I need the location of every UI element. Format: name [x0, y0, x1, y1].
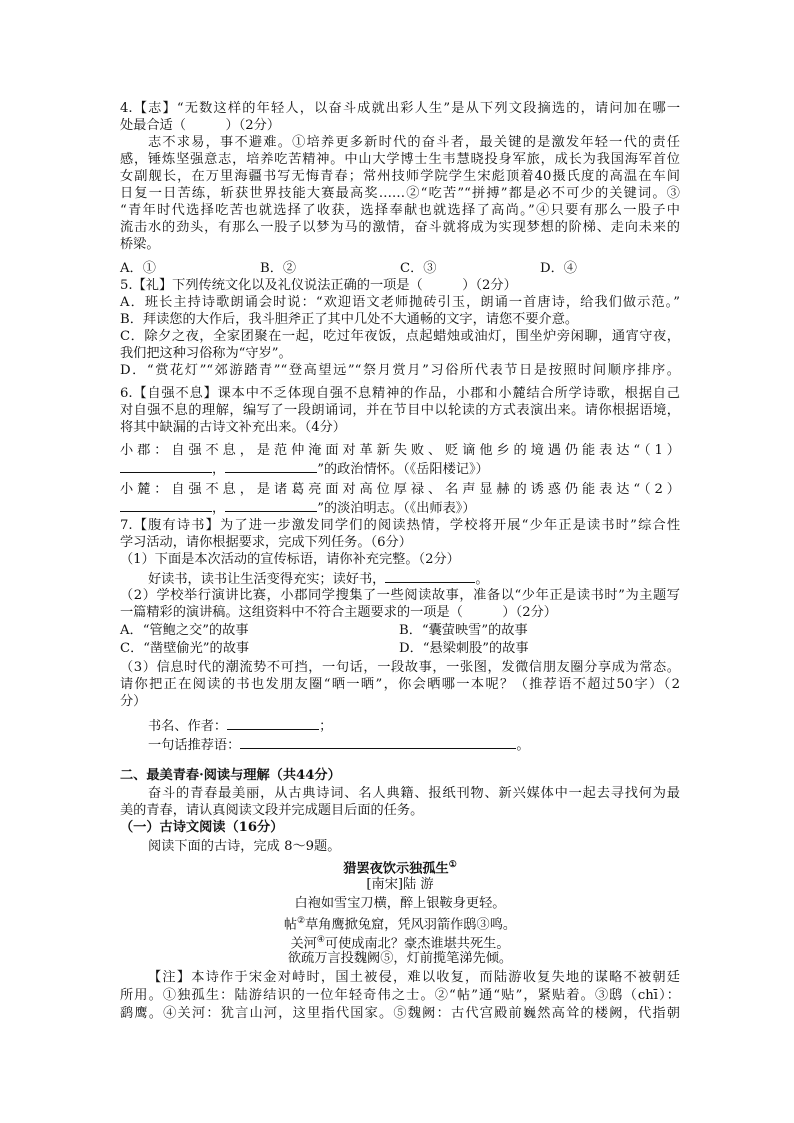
q4-passage-line5: “青年时代选择吃苦也就选择了收获，选择奉献也就选择了高尚。”④只要有那么一股子中 — [120, 203, 680, 218]
q5-option-c-line1[interactable]: C．除夕之夜，全家团聚在一起，吃过年夜饭，点起蜡烛或油灯，围坐炉旁闲聊，通宵守夜， — [120, 329, 680, 344]
q7-task3-line3: 分） — [120, 694, 147, 709]
q5-option-b[interactable]: B．拜读您的大作后，我斗胆斧正了其中几处不大通畅的文字，请您不要介意。 — [120, 312, 579, 327]
poem-line2: 帖②草角鹰掀兔窟，凭风羽箭作鸱③鸣。 — [283, 916, 517, 933]
q4-passage-line1: 志不求易，事不避难。①培养更多新时代的奋斗者，最关键的是激发年轻一代的责任 — [148, 135, 680, 150]
q6-stem-line3: 将其中缺漏的古诗文补充出来。（4分） — [120, 420, 346, 435]
q7-task2-line1: （2）学校举行演讲比赛，小郡同学搜集了一些阅读故事，准备以“少年正是读书时”为主题写 — [120, 588, 680, 603]
q4-option-d[interactable]: D．④ — [540, 261, 577, 276]
q5-option-a[interactable]: A．班长主持诗歌朗诵会时说：“欢迎语文老师抛砖引玉，朗诵一首唐诗，给我们做示范。” — [120, 295, 680, 310]
q7-task1: （1）下面是本次活动的宣传标语，请你补充完整。（2分） — [120, 552, 460, 567]
q6-speaker1-line1: 小郡：自强不息，是范仲淹面对革新失败、贬谪他乡的境遇仍能表达“（1） — [120, 443, 680, 458]
q7-task3-line2: 请你把正在阅读的书也发朋友圈“晒一晒”，你会晒哪一本呢？（推荐语不超过50字）（2 — [120, 677, 680, 692]
poem-line1: 白袍如雪宝刀横，醉上银鞍身更轻。 — [294, 896, 506, 911]
q4-passage-line7: 桥梁。 — [120, 237, 160, 252]
q4-stem-line1: 4.【志】“无数这样的年轻人，以奋斗成就出彩人生”是从下列文段摘选的，请问加在哪一 — [120, 101, 680, 116]
q7-book-line: 书名、作者： ； — [120, 716, 708, 735]
blank-1b[interactable] — [225, 459, 317, 473]
poem-notes-line1: 【注】本诗作于宋金对峙时，国土被侵，难以收复，而陆游收复失地的谋略不被朝廷 — [148, 970, 680, 985]
q5-option-c-line2: 我们把这种习俗称为“守岁”。 — [120, 346, 292, 361]
section2-intro-line1: 奋斗的青春最美丽，从古典诗词、名人典籍、报纸刊物、新兴媒体中一起去寻找何为最 — [148, 786, 680, 801]
poem-author: [南宋]陆 游 — [366, 877, 434, 892]
q7-task2-line2: 一篇精彩的演讲稿。这组资料中不符合主题要求的一项是（ ）（2分） — [120, 605, 557, 620]
q4-stem-line2: 处最合适（ ）（2分） — [120, 118, 281, 133]
poem-notes-line2: 所用。①独孤生：陆游结识的一位年轻奇伟之士。②“帖”通“贴”，紧贴着。③鸱（chī）： — [120, 988, 680, 1003]
q7-option-a[interactable]: A．“管鲍之交”的故事 — [120, 623, 249, 638]
q4-passage-line2: 感，锤炼坚强意志，培养吃苦精神。中山大学博士生韦慧晓投身军旅，成长为我国海军首位 — [120, 152, 680, 167]
q4-passage-line3: 女副舰长，在万里海疆书写无悔青春；常州技师学院学生宋彪顶着40摄氏度的高温在车间 — [120, 169, 680, 184]
q7-stem-line2: 学习活动，请你根据要求，完成下列任务。（6分） — [120, 535, 412, 550]
poem-title: 猎罢夜饮示独孤生① — [343, 860, 457, 877]
q5-option-d[interactable]: D．“赏花灯”“郊游踏青”“登高望远”“祭月赏月”习俗所代表节日是按照时间顺序排序。 — [120, 363, 680, 378]
q4-option-b[interactable]: B．② — [260, 261, 297, 276]
q6-stem-line1: 6.【自强不息】课本中不乏体现自强不息精神的作品，小郡和小麓结合所学诗歌，根据自己 — [120, 386, 680, 401]
recommend-blank[interactable] — [240, 735, 516, 749]
q7-stem-line1: 7.【腹有诗书】为了进一步激发同学们的阅读热情，学校将开展“少年正是读书时”综合性 — [120, 518, 680, 533]
q6-speaker2-line1: 小麓：自强不息，是诸葛亮面对高位厚禄、名声显赫的诱惑仍能表达“（2） — [120, 482, 680, 497]
book-blank[interactable] — [227, 716, 319, 730]
q4-passage-line6: 流击水的劲头，有那么一股子以梦为马的激情，奋斗就将成为实现梦想的阶梯、走向未来的 — [120, 220, 680, 235]
blank-2a[interactable] — [120, 498, 212, 512]
q6-speaker1-line2: ， ”的政治情怀。（《岳阳楼记》） — [120, 459, 680, 478]
subsection-title: （一）古诗文阅读（16分） — [120, 820, 284, 835]
q6-stem-line2: 对自强不息的理解，编写了一段朗诵词，并在节目中以轮读的方式表演出来。请你根据语境， — [120, 403, 680, 418]
q4-passage-line4: 日复一日苦练，斩获世界技能大赛最高奖……②“吃苦”“拼搏”都是必不可少的关键词。③ — [120, 186, 680, 201]
blank-1a[interactable] — [120, 459, 212, 473]
q4-option-a[interactable]: A．① — [120, 261, 156, 276]
poem-instruction: 阅读下面的古诗，完成 8～9题。 — [148, 839, 341, 854]
poem-line4: 欲疏万言投魏阙⑤，灯前揽笔涕先倾。 — [287, 951, 513, 966]
q7-option-c[interactable]: C．“凿壁偷光”的故事 — [120, 641, 250, 656]
q5-stem: 5.【礼】下列传统文化以及礼仪说法正确的一项是（ ）（2分） — [120, 278, 517, 293]
blank-2b[interactable] — [225, 498, 317, 512]
q7-option-d[interactable]: D．“悬梁刺股”的故事 — [399, 641, 529, 656]
section2-intro-line2: 美的青春，请认真阅读文段并完成题目后面的任务。 — [120, 803, 424, 818]
q7-task1-slogan: 好读书，读书让生活变得充实；读好书， 。 — [120, 569, 708, 588]
poem-line3: 关河④可使成南北？豪杰谁堪共死生。 — [290, 935, 510, 952]
q7-recommend-line: 一句话推荐语： 。 — [120, 735, 708, 754]
section2-title: 二、最美青春·阅读与理解（共44分） — [120, 768, 341, 783]
q7-option-b[interactable]: B．“囊萤映雪”的故事 — [399, 623, 528, 638]
slogan-blank[interactable] — [385, 569, 475, 583]
q7-task3-line1: （3）信息时代的潮流势不可挡，一句话，一段故事，一张图，发微信朋友圈分享成为常态。 — [120, 660, 680, 675]
poem-notes-line3: 鹞鹰。④关河：犹言山河，这里指代国家。⑤魏阙：古代宫殿前巍然高耸的楼阙，代指朝 — [120, 1006, 680, 1021]
q4-option-c[interactable]: C．③ — [400, 261, 437, 276]
q6-speaker2-line2: ， ”的淡泊明志。（《出师表》） — [120, 498, 680, 517]
